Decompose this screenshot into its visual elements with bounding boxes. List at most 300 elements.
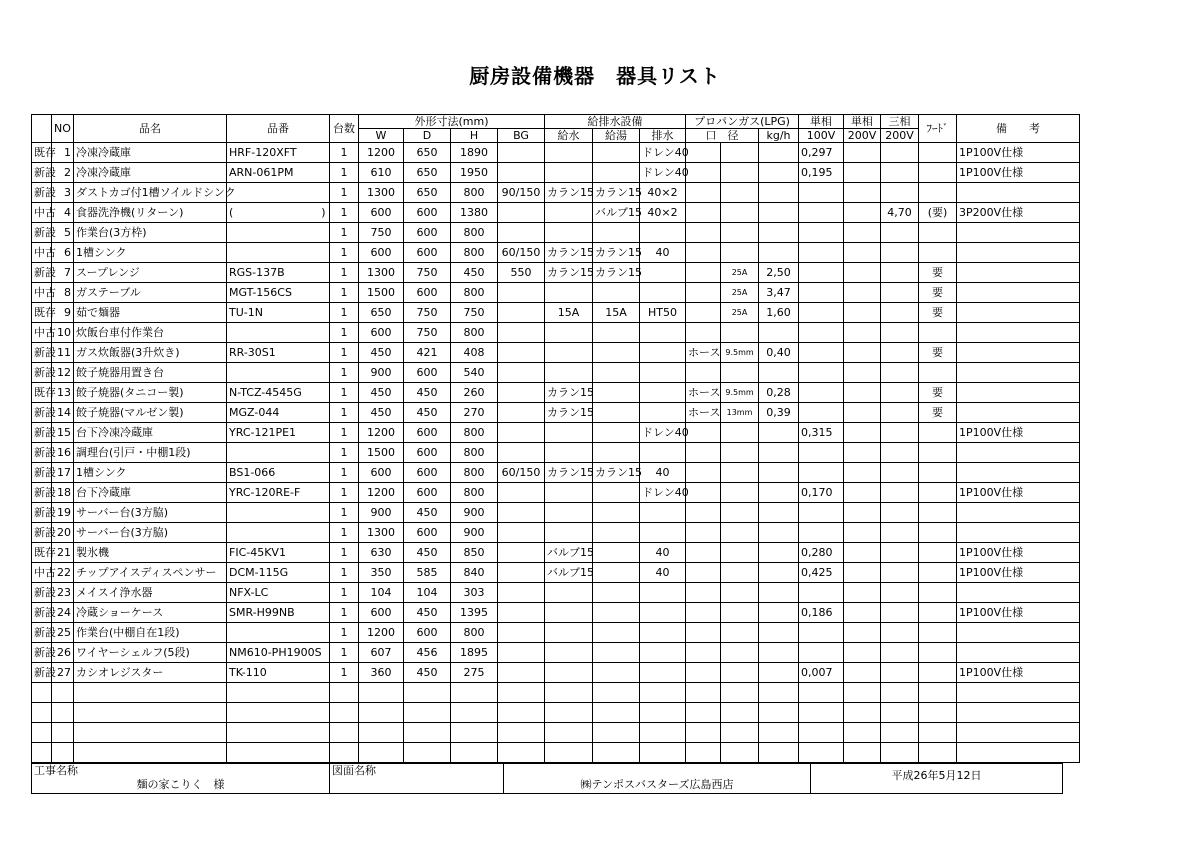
- d-cell: 585: [404, 563, 451, 583]
- model-cell: MGZ-044: [227, 403, 330, 423]
- v100-cell: 0,186: [799, 603, 844, 623]
- hood-header: ﾌｰﾄﾞ: [919, 115, 957, 143]
- project-cell: [32, 764, 330, 794]
- w-cell: 900: [359, 503, 404, 523]
- remarks-cell: [957, 263, 1080, 283]
- bg-cell: 60/150: [498, 463, 545, 483]
- drain-cell: [640, 623, 686, 643]
- drain-cell: [640, 363, 686, 383]
- no-cell: 22: [52, 563, 74, 583]
- v200t-cell: [881, 523, 919, 543]
- w-cell: 610: [359, 163, 404, 183]
- empty-cell: [881, 723, 919, 743]
- drain-cell: [640, 263, 686, 283]
- bg-cell: [498, 603, 545, 623]
- port-cell: [686, 443, 721, 463]
- table-row: [32, 523, 1080, 543]
- hood-cell: [919, 363, 957, 383]
- bg-header: BG: [498, 129, 545, 143]
- bg-cell: [498, 163, 545, 183]
- drain-cell: 40: [640, 543, 686, 563]
- empty-cell: [957, 703, 1080, 723]
- remarks-cell: 1P100V仕様: [957, 423, 1080, 443]
- qty-cell: 1: [330, 423, 359, 443]
- v200t-cell: [881, 423, 919, 443]
- supply-cell: [545, 503, 593, 523]
- size-cell: 25A: [721, 283, 759, 303]
- empty-cell: [52, 723, 74, 743]
- qty-header: 台数: [330, 115, 359, 143]
- table-row: [32, 503, 1080, 523]
- empty-cell: [593, 683, 640, 703]
- hood-cell: 要: [919, 263, 957, 283]
- no-cell: 23: [52, 583, 74, 603]
- empty-cell: [359, 723, 404, 743]
- w-cell: 450: [359, 383, 404, 403]
- v100-cell: 0,315: [799, 423, 844, 443]
- remarks-cell: [957, 523, 1080, 543]
- remarks-cell: [957, 403, 1080, 423]
- remarks-cell: [957, 623, 1080, 643]
- model-cell: HRF-120XFT: [227, 143, 330, 163]
- header-row-1: [32, 115, 1080, 129]
- drain-cell: 40×2: [640, 203, 686, 223]
- v100-cell: [799, 283, 844, 303]
- v200t-cell: [881, 243, 919, 263]
- empty-cell: [721, 683, 759, 703]
- qty-cell: 1: [330, 483, 359, 503]
- size-cell: [721, 183, 759, 203]
- qty-cell: 1: [330, 663, 359, 683]
- no-header: NO: [52, 115, 74, 143]
- hot-cell: バルブ15: [593, 203, 640, 223]
- w-cell: 600: [359, 463, 404, 483]
- table-row: [32, 283, 1080, 303]
- qty-cell: 1: [330, 623, 359, 643]
- v200-cell: [844, 663, 881, 683]
- supply-cell: カラン15: [545, 243, 593, 263]
- hot-cell: [593, 523, 640, 543]
- v200t-cell: [881, 443, 919, 463]
- kgh-cell: [759, 323, 799, 343]
- remarks-cell: [957, 283, 1080, 303]
- hot-cell: カラン15: [593, 463, 640, 483]
- kgh-cell: [759, 203, 799, 223]
- v200t-cell: [881, 563, 919, 583]
- name-cell: 作業台(中棚自在1段): [74, 623, 227, 643]
- empty-cell: [759, 703, 799, 723]
- kgh-cell: [759, 583, 799, 603]
- table-row: [32, 163, 1080, 183]
- empty-cell: [799, 723, 844, 743]
- project-label: 工事名称: [34, 764, 78, 777]
- no-cell: 16: [52, 443, 74, 463]
- port-cell: [686, 283, 721, 303]
- supply-cell: [545, 323, 593, 343]
- empty-row: [32, 723, 1080, 743]
- bg-cell: [498, 363, 545, 383]
- status-cell: 既存: [32, 303, 52, 323]
- name-cell: 茹で麺器: [74, 303, 227, 323]
- port-cell: ホース: [686, 383, 721, 403]
- empty-cell: [498, 683, 545, 703]
- supply-cell: [545, 443, 593, 463]
- empty-cell: [52, 703, 74, 723]
- empty-cell: [799, 683, 844, 703]
- status-cell: 中古: [32, 243, 52, 263]
- v200-cell: [844, 403, 881, 423]
- name-cell: 調理台(引戸・中棚1段): [74, 443, 227, 463]
- model-cell: MGT-156CS: [227, 283, 330, 303]
- qty-cell: 1: [330, 403, 359, 423]
- v100-cell: [799, 623, 844, 643]
- empty-cell: [545, 683, 593, 703]
- w-cell: 360: [359, 663, 404, 683]
- status-cell: 中古: [32, 563, 52, 583]
- name-cell: 作業台(3方枠): [74, 223, 227, 243]
- empty-cell: [593, 703, 640, 723]
- v200t-cell: [881, 363, 919, 383]
- name-cell: 台下冷蔵庫: [74, 483, 227, 503]
- empty-cell: [32, 703, 52, 723]
- hot-cell: [593, 663, 640, 683]
- remarks-cell: [957, 463, 1080, 483]
- hood-cell: [919, 583, 957, 603]
- hood-cell: [919, 223, 957, 243]
- name-cell: ダストカゴ付1槽ソイルドシンク: [74, 183, 227, 203]
- hot-cell: [593, 443, 640, 463]
- d-cell: 650: [404, 143, 451, 163]
- v200-cell: [844, 483, 881, 503]
- v100-cell: [799, 443, 844, 463]
- bg-cell: [498, 343, 545, 363]
- status-cell: 新設: [32, 363, 52, 383]
- hot-cell: [593, 383, 640, 403]
- v200-cell: [844, 343, 881, 363]
- page-title: 厨房設備機器 器具リスト: [469, 64, 721, 88]
- drain-cell: [640, 223, 686, 243]
- kgh-cell: [759, 423, 799, 443]
- h-cell: 270: [451, 403, 498, 423]
- d-cell: 600: [404, 523, 451, 543]
- hot-cell: カラン15: [593, 263, 640, 283]
- qty-cell: 1: [330, 203, 359, 223]
- hood-cell: 要: [919, 303, 957, 323]
- remarks-cell: [957, 583, 1080, 603]
- model-cell: [227, 523, 330, 543]
- kgh-cell: 0,28: [759, 383, 799, 403]
- h-cell: 800: [451, 183, 498, 203]
- no-cell: 26: [52, 643, 74, 663]
- empty-cell: [957, 743, 1080, 763]
- port-cell: [686, 363, 721, 383]
- qty-cell: 1: [330, 343, 359, 363]
- table-row: [32, 463, 1080, 483]
- empty-cell: [359, 703, 404, 723]
- size-cell: [721, 143, 759, 163]
- empty-cell: [844, 723, 881, 743]
- hot-cell: [593, 483, 640, 503]
- kgh-header: kg/h: [759, 129, 799, 143]
- gas-header: プロパンガス(LPG): [686, 115, 799, 129]
- size-cell: [721, 543, 759, 563]
- status-cell: 新設: [32, 423, 52, 443]
- no-cell: 19: [52, 503, 74, 523]
- empty-cell: [640, 723, 686, 743]
- no-cell: 5: [52, 223, 74, 243]
- kgh-cell: [759, 243, 799, 263]
- qty-cell: 1: [330, 543, 359, 563]
- supply-cell: [545, 423, 593, 443]
- w-cell: 600: [359, 603, 404, 623]
- d-cell: 600: [404, 223, 451, 243]
- table-row: [32, 223, 1080, 243]
- model-cell: YRC-121PE1: [227, 423, 330, 443]
- port-cell: [686, 203, 721, 223]
- table-row: [32, 643, 1080, 663]
- name-cell: 1槽シンク: [74, 243, 227, 263]
- name-header: 品名: [74, 115, 227, 143]
- hood-cell: [919, 563, 957, 583]
- no-cell: 25: [52, 623, 74, 643]
- status-cell: 新設: [32, 583, 52, 603]
- port-cell: [686, 523, 721, 543]
- hot-cell: カラン15: [593, 243, 640, 263]
- empty-cell: [721, 703, 759, 723]
- v100-cell: [799, 363, 844, 383]
- model-cell: N-TCZ-4545G: [227, 383, 330, 403]
- kgh-cell: 2,50: [759, 263, 799, 283]
- h-cell: 303: [451, 583, 498, 603]
- kgh-cell: [759, 503, 799, 523]
- hot-cell: [593, 623, 640, 643]
- name-cell: 1槽シンク: [74, 463, 227, 483]
- drain-cell: [640, 403, 686, 423]
- name-cell: 製氷機: [74, 543, 227, 563]
- empty-cell: [52, 743, 74, 763]
- port-cell: [686, 643, 721, 663]
- remarks-cell: 1P100V仕様: [957, 563, 1080, 583]
- port-cell: [686, 503, 721, 523]
- empty-row: [32, 743, 1080, 763]
- kgh-cell: [759, 463, 799, 483]
- port-cell: [686, 143, 721, 163]
- bg-cell: [498, 483, 545, 503]
- supply-cell: バルブ15: [545, 563, 593, 583]
- size-cell: [721, 503, 759, 523]
- water-header: 給排水設備: [545, 115, 686, 129]
- remarks-cell: 1P100V仕様: [957, 543, 1080, 563]
- drain-cell: [640, 323, 686, 343]
- v200t-cell: [881, 303, 919, 323]
- supply-cell: カラン15: [545, 183, 593, 203]
- remarks-header: 備 考: [957, 115, 1080, 143]
- table-row: [32, 623, 1080, 643]
- document-date: 平成26年5月12日: [891, 769, 982, 782]
- model-cell: BS1-066: [227, 463, 330, 483]
- company-name: ㈱テンポスバスターズ広島西店: [580, 778, 734, 791]
- kgh-cell: 0,40: [759, 343, 799, 363]
- v200b-header: 200V: [881, 129, 919, 143]
- d-cell: 600: [404, 363, 451, 383]
- status-cell: 新設: [32, 523, 52, 543]
- size-cell: [721, 663, 759, 683]
- table-row: [32, 483, 1080, 503]
- size-cell: [721, 583, 759, 603]
- supply-cell: [545, 523, 593, 543]
- three-header: 三相: [881, 115, 919, 129]
- table-row: [32, 403, 1080, 423]
- v100-cell: [799, 323, 844, 343]
- hot-cell: [593, 423, 640, 443]
- model-cell: [227, 623, 330, 643]
- name-cell: 食器洗浄機(リターン): [74, 203, 227, 223]
- port-cell: [686, 323, 721, 343]
- status-cell: 新設: [32, 643, 52, 663]
- model-cell: [227, 503, 330, 523]
- no-cell: 21: [52, 543, 74, 563]
- kgh-cell: [759, 643, 799, 663]
- hot-cell: [593, 283, 640, 303]
- d-cell: 750: [404, 263, 451, 283]
- empty-cell: [721, 723, 759, 743]
- v100-cell: [799, 403, 844, 423]
- drawing-label: 図面名称: [332, 764, 376, 777]
- name-cell: カシオレジスター: [74, 663, 227, 683]
- empty-cell: [640, 683, 686, 703]
- model-cell: ( ): [227, 203, 330, 223]
- name-cell: スープレンジ: [74, 263, 227, 283]
- no-cell: 3: [52, 183, 74, 203]
- v100-cell: [799, 183, 844, 203]
- v200-cell: [844, 543, 881, 563]
- remarks-cell: 3P200V仕様: [957, 203, 1080, 223]
- empty-cell: [686, 683, 721, 703]
- bg-cell: [498, 423, 545, 443]
- status-cell: 既存: [32, 543, 52, 563]
- h-cell: 900: [451, 523, 498, 543]
- empty-row: [32, 703, 1080, 723]
- status-cell: 新設: [32, 503, 52, 523]
- hood-cell: [919, 323, 957, 343]
- size-cell: [721, 163, 759, 183]
- d-cell: 600: [404, 243, 451, 263]
- project-value: 麺の家こりく 様: [136, 778, 225, 791]
- size-cell: [721, 623, 759, 643]
- empty-cell: [498, 703, 545, 723]
- empty-cell: [844, 743, 881, 763]
- kgh-cell: [759, 363, 799, 383]
- status-cell: 新設: [32, 163, 52, 183]
- empty-cell: [451, 723, 498, 743]
- v200-cell: [844, 443, 881, 463]
- remarks-cell: 1P100V仕様: [957, 483, 1080, 503]
- hot-cell: [593, 583, 640, 603]
- v200t-cell: [881, 403, 919, 423]
- remarks-cell: [957, 343, 1080, 363]
- empty-cell: [330, 703, 359, 723]
- table-row: [32, 343, 1080, 363]
- model-cell: FIC-45KV1: [227, 543, 330, 563]
- status-cell: 中古: [32, 283, 52, 303]
- w-cell: 1200: [359, 623, 404, 643]
- table-row: [32, 143, 1080, 163]
- empty-cell: [404, 723, 451, 743]
- drain-cell: [640, 583, 686, 603]
- h-cell: 900: [451, 503, 498, 523]
- port-cell: [686, 163, 721, 183]
- drain-cell: [640, 443, 686, 463]
- h-cell: 540: [451, 363, 498, 383]
- kgh-cell: 0,39: [759, 403, 799, 423]
- model-cell: [227, 223, 330, 243]
- d-cell: 750: [404, 323, 451, 343]
- table-row: [32, 323, 1080, 343]
- v200t-cell: [881, 163, 919, 183]
- empty-cell: [32, 723, 52, 743]
- empty-cell: [545, 743, 593, 763]
- w-cell: 600: [359, 323, 404, 343]
- empty-cell: [957, 723, 1080, 743]
- name-cell: ワイヤーシェルフ(5段): [74, 643, 227, 663]
- empty-cell: [451, 683, 498, 703]
- name-cell: サーバー台(3方脇): [74, 523, 227, 543]
- remarks-cell: [957, 363, 1080, 383]
- table-row: [32, 603, 1080, 623]
- single1-header: 単相: [799, 115, 844, 129]
- no-cell: 18: [52, 483, 74, 503]
- hot-cell: [593, 163, 640, 183]
- w-cell: 1300: [359, 263, 404, 283]
- drain-cell: [640, 643, 686, 663]
- status-cell: 既存: [32, 383, 52, 403]
- hood-cell: [919, 523, 957, 543]
- w-cell: 104: [359, 583, 404, 603]
- h-cell: 800: [451, 323, 498, 343]
- v100-cell: 0,195: [799, 163, 844, 183]
- drain-cell: 40×2: [640, 183, 686, 203]
- supply-cell: カラン15: [545, 263, 593, 283]
- port-cell: [686, 463, 721, 483]
- d-cell: 450: [404, 383, 451, 403]
- hot-cell: [593, 403, 640, 423]
- hood-cell: [919, 483, 957, 503]
- empty-cell: [759, 683, 799, 703]
- h-cell: 800: [451, 223, 498, 243]
- kgh-cell: [759, 143, 799, 163]
- table-row: [32, 263, 1080, 283]
- d-cell: 421: [404, 343, 451, 363]
- supply-cell: バルブ15: [545, 543, 593, 563]
- v200t-cell: [881, 223, 919, 243]
- v100-cell: 0,297: [799, 143, 844, 163]
- no-cell: 14: [52, 403, 74, 423]
- empty-cell: [881, 703, 919, 723]
- table-row: [32, 183, 1080, 203]
- name-cell: 餃子焼器(マルゼン製): [74, 403, 227, 423]
- no-cell: 8: [52, 283, 74, 303]
- name-cell: チップアイスディスペンサー: [74, 563, 227, 583]
- port-cell: [686, 603, 721, 623]
- empty-cell: [919, 723, 957, 743]
- bg-cell: [498, 643, 545, 663]
- v100-cell: [799, 583, 844, 603]
- remarks-cell: [957, 443, 1080, 463]
- empty-cell: [799, 703, 844, 723]
- hood-cell: [919, 163, 957, 183]
- h-cell: 800: [451, 463, 498, 483]
- no-cell: 10: [52, 323, 74, 343]
